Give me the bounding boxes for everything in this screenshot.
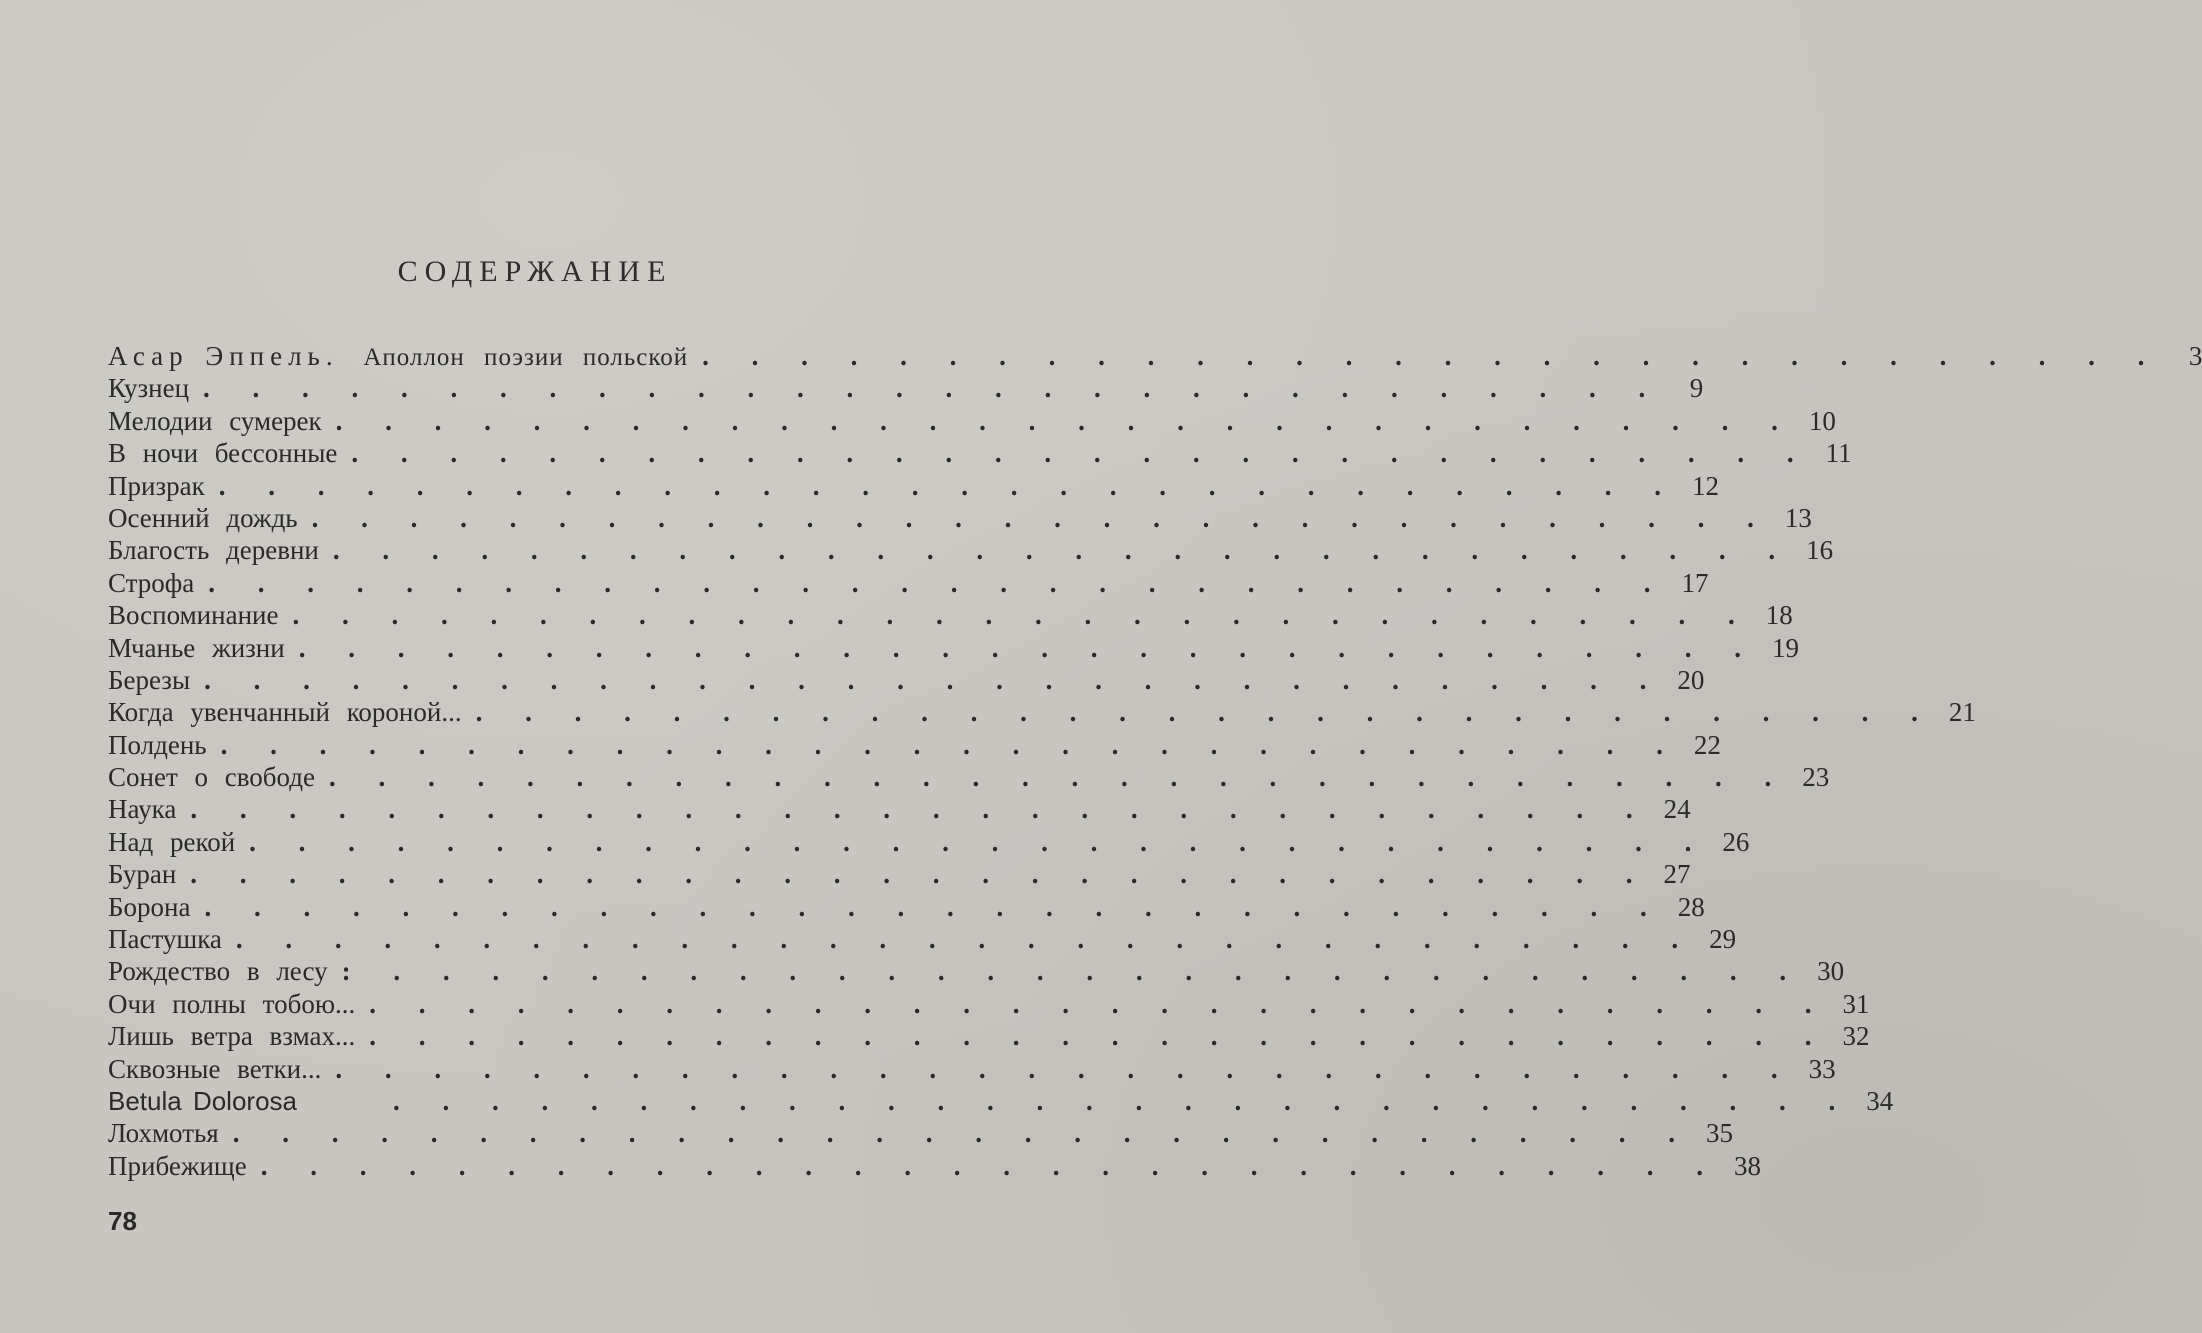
toc-entry-page: 20 (1677, 664, 1705, 695)
toc-entry-title: Аполлон поэзии польской (363, 344, 689, 371)
toc-entry-title: Мелодии сумерек (108, 405, 322, 436)
toc-leader-dots: . . . . . . . . . . . . . . . . . . . . . . . . . . . . . . (369, 1021, 1830, 1052)
toc-entry-title: Над рекой (108, 826, 236, 857)
toc-entry-title: Пастушка (108, 924, 222, 955)
toc-entry-page: 13 (1784, 502, 1812, 533)
toc-leader-dots: . . . . . . . . . . . . . . . . . . . . . . . . . . . . . . (328, 762, 1790, 793)
toc-entry-page: 22 (1693, 729, 1721, 760)
toc-leader-dots: . . . . . . . . . . . . . . . . . . . . . . . . . . . . . . (311, 502, 1772, 533)
toc-entry-title: Кузнец (108, 373, 190, 404)
toc-entry-page: 21 (1948, 697, 1976, 728)
toc-entry (108, 1020, 1870, 1052)
toc-entry-title: Воспоминание (108, 600, 279, 631)
toc-leader-dots: . . . . . . . . . . . . . . . . . . . . . . . . . . . . . . (475, 697, 1936, 728)
toc-entry (108, 437, 1852, 469)
toc-leader-dots: . . . . . . . . . . . . . . . . . . . . . . . . . . . . . . (249, 826, 1710, 857)
toc-entry (108, 340, 2202, 372)
toc-entry (108, 599, 1793, 631)
toc-entry-title: Березы (108, 664, 191, 695)
toc-entry-page: 3 (2188, 341, 2202, 371)
toc-entry (108, 1085, 1894, 1117)
toc-leader-dots: . . . . . . . . . . . . . . . . . . . . . . . . . . . . . . (218, 470, 1679, 501)
toc-entry (108, 502, 1812, 534)
toc-leader-dots: . . . . . . . . . . . . . . . . . . . . . . . . . . . . . . (235, 924, 1697, 955)
toc-entry (108, 470, 1719, 502)
toc-entry-title: Полдень (108, 729, 207, 760)
toc-leader-dots: . . . . . . . . . . . . . . . . . . . . . . . . . . . . . . (260, 1150, 1721, 1181)
toc-leader-dots: . . . . . . . . . . . . . . . . . . . . . . . . . . . . . . (190, 859, 1651, 890)
toc-leader-dots: . . . . . . . . . . . . . . . . . . . . . . . . . . . . . . (351, 438, 1812, 469)
toc-entry (108, 988, 1870, 1020)
page-number: 78 (108, 1206, 137, 1236)
toc-entry-title: Призрак (108, 470, 205, 501)
toc-entry (108, 1117, 1733, 1149)
toc-entry (108, 664, 1705, 696)
toc-entry-title: Наука (108, 794, 177, 825)
toc-entry (108, 923, 1737, 955)
toc-entry-page: 29 (1709, 924, 1737, 955)
toc-leader-dots: . . . . . . . . . . . . . . . . . . . . . . . . . . . . . . (190, 794, 1651, 825)
toc-entry-author: Асар Эппель. (108, 341, 339, 371)
toc-entry-title: Осенний дождь (108, 502, 298, 533)
toc-entry-title: Сонет о свободе (108, 762, 315, 793)
toc-entry-title: Прибежище (108, 1150, 247, 1181)
toc-entry-page: 32 (1842, 1021, 1870, 1052)
toc-entry-title: Борона (108, 891, 191, 922)
toc-entry (108, 761, 1830, 793)
table-of-contents (108, 340, 2202, 1182)
toc-entry-page: 12 (1691, 470, 1719, 501)
toc-entry-page: 35 (1705, 1118, 1733, 1149)
toc-leader-dots: . . . . . . . . . . . . . . . . . . . . . . . . . . . . . . (332, 535, 1794, 566)
toc-entry-title: Строфа (108, 567, 195, 598)
toc-entry (108, 729, 1721, 761)
toc-entry-page: 28 (1677, 891, 1705, 922)
toc-entry-title: Лохмотья (108, 1118, 219, 1149)
toc-entry-page: 23 (1802, 762, 1830, 793)
toc-leader-dots: . . . . . . . . . . . . . . . . . . . . . . . . . . . . . . (298, 632, 1759, 663)
toc-entry-title: В ночи бессонные (108, 438, 338, 469)
toc-entry-title: Сквозные ветки... (108, 1053, 322, 1084)
toc-leader-dots: . . . . . . . . . . . . . . . . . . . . . . . . . . . . . . (204, 891, 1665, 922)
toc-entry (108, 696, 1976, 728)
toc-entry-page: 30 (1817, 956, 1845, 987)
toc-entry-page: 27 (1663, 859, 1691, 890)
toc-entry-title: Betula Dolorosa (108, 1085, 297, 1116)
toc-entry (108, 793, 1691, 825)
toc-entry-page: 19 (1771, 632, 1799, 663)
contents-heading: СОДЕРЖАНИЕ (397, 255, 673, 288)
toc-entry-page: 33 (1808, 1053, 1836, 1084)
toc-entry (108, 826, 1750, 858)
toc-entry-page: 34 (1866, 1085, 1894, 1116)
toc-leader-dots: . . . . . . . . . . . . . . . . . . . . . . . . . . . . . . (393, 1085, 1854, 1116)
toc-entry-title: Мчанье жизни (108, 632, 285, 663)
toc-entry-page: 10 (1808, 405, 1836, 436)
toc-entry-page: 38 (1733, 1150, 1761, 1181)
toc-entry-title: Рождество в лесу (108, 956, 328, 987)
toc-entry (108, 955, 1845, 987)
toc-leader-dots: . . . . . . . . . . . . . . . . . . . . . . . . . . . . . . (369, 988, 1830, 1019)
toc-entry-page: 18 (1765, 600, 1793, 631)
toc-entry-title: Лишь ветра взмах... (108, 1021, 356, 1052)
toc-leader-dots: . . . . . . . . . . . . . . . . . . . . . . . . . . . . . . (204, 664, 1665, 695)
toc-entry (108, 632, 1799, 664)
toc-entry-page: 26 (1722, 826, 1750, 857)
toc-entry (108, 567, 1709, 599)
toc-entry-title: Очи полны тобою... (108, 988, 356, 1019)
toc-leader-dots: : . . . . . . . . . . . . . . . . . . . . . . . . . . . . . (341, 956, 1805, 987)
toc-leader-dots: . . . . . . . . . . . . . . . . . . . . . . . . . . . . . . (220, 729, 1681, 760)
toc-entry-page: 9 (1689, 373, 1704, 404)
toc-entry-page: 31 (1842, 988, 1870, 1019)
toc-entry (108, 372, 1704, 404)
toc-entry-page: 24 (1663, 794, 1691, 825)
toc-leader-dots: . . . . . . . . . . . . . . . . . . . . . . . . . . . . . . (335, 405, 1796, 436)
toc-leader-dots: . . . . . . . . . . . . . . . . . . . . . . . . . . . . . . (335, 1053, 1796, 1084)
toc-entry (108, 1150, 1761, 1182)
toc-leader-dots: . . . . . . . . . . . . . . . . . . . . . . . . . . . . . . (702, 341, 2163, 371)
toc-leader-dots: . . . . . . . . . . . . . . . . . . . . . . . . . . . . . . (292, 600, 1753, 631)
toc-entry (108, 858, 1691, 890)
toc-entry (108, 1053, 1836, 1085)
toc-leader-dots: . . . . . . . . . . . . . . . . . . . . . . . . . . . . . . (232, 1118, 1693, 1149)
toc-entry (108, 534, 1834, 566)
toc-entry-page: 11 (1825, 438, 1852, 469)
toc-entry (108, 891, 1705, 923)
toc-entry-title: Благость деревни (108, 535, 319, 566)
toc-entry-page: 16 (1806, 535, 1834, 566)
toc-leader-dots: . . . . . . . . . . . . . . . . . . . . . . . . . . . . . . (208, 567, 1669, 598)
toc-leader-dots: . . . . . . . . . . . . . . . . . . . . . . . . . . . . . . (203, 373, 1664, 404)
toc-entry-page: 17 (1681, 567, 1709, 598)
toc-entry-title: Буран (108, 859, 177, 890)
toc-entry (108, 405, 1836, 437)
toc-entry-title: Когда увенчанный короной... (108, 697, 462, 728)
